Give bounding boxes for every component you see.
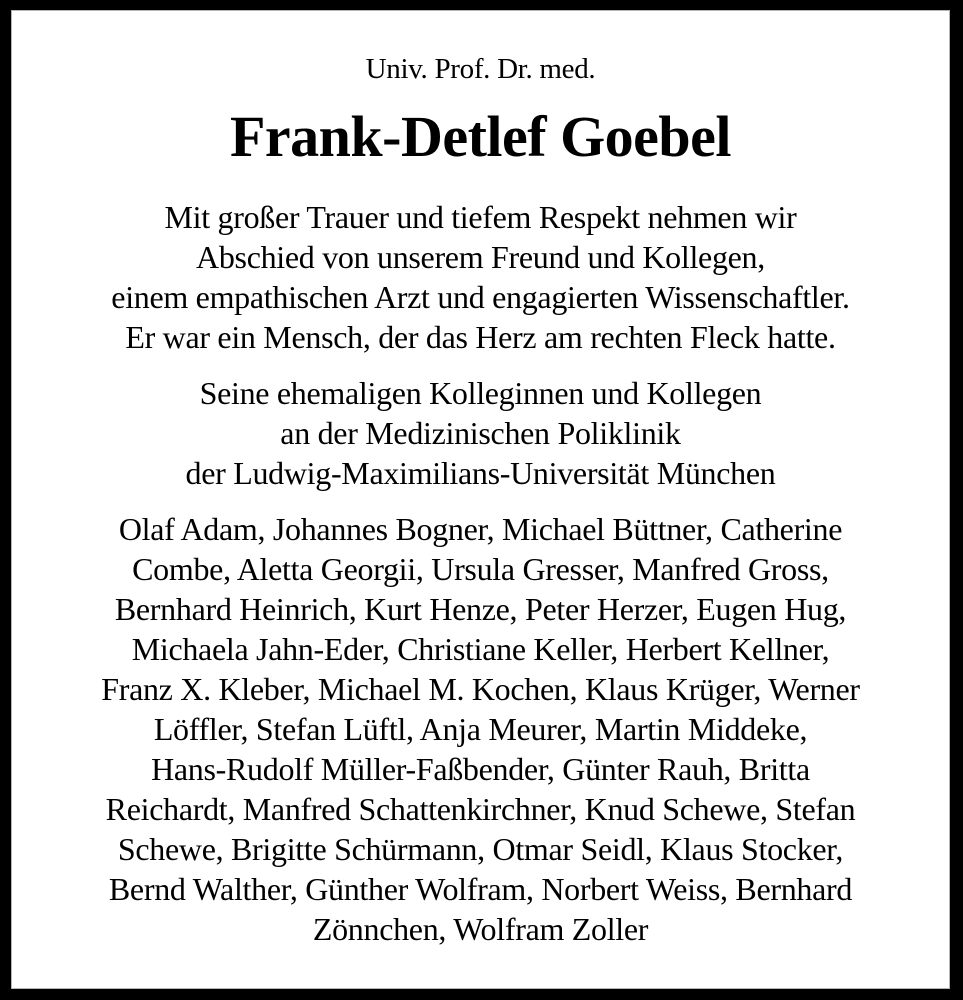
mourners-line: an der Medizinischen Poliklinik: [280, 415, 681, 451]
names-line: Löffler, Stefan Lüftl, Anja Meurer, Martin Middeke,: [153, 711, 808, 747]
mourners-line: Seine ehemaligen Kolleginnen und Kollegen: [199, 375, 762, 411]
names-line: Zönnchen, Wolfram Zoller: [312, 911, 649, 947]
names-line: Bernhard Heinrich, Kurt Henze, Peter Herzer, Eugen Hug,: [114, 591, 847, 627]
deceased-name: Frank-Detlef Goebel: [229, 104, 732, 169]
mourners-paragraph: [12, 373, 949, 493]
names-line: Bernd Walther, Günther Wolfram, Norbert Weiss, Bernhard: [108, 871, 853, 907]
tribute-line: einem empathischen Arzt und engagierten Wissenschaftler.: [111, 279, 850, 315]
names-line: Schewe, Brigitte Schürmann, Otmar Seidl, Klaus Stocker,: [117, 831, 844, 867]
obituary-notice: [12, 11, 949, 988]
tribute-line: Abschied von unserem Freund und Kollegen,: [196, 239, 765, 275]
names-list: [12, 509, 949, 949]
names-line: Reichardt, Manfred Schattenkirchner, Knud Schewe, Stefan: [105, 791, 856, 827]
academic-pre-title: Univ. Prof. Dr. med.: [365, 53, 596, 85]
mourners-line: der Ludwig-Maximilians-Universität München: [185, 455, 776, 491]
names-line: Combe, Aletta Georgii, Ursula Gresser, Manfred Gross,: [132, 551, 829, 587]
names-line: Hans-Rudolf Müller-Faßbender, Günter Rauh, Britta: [151, 751, 810, 787]
tribute-line: Er war ein Mensch, der das Herz am rechten Fleck hatte.: [125, 319, 836, 355]
tribute-line: Mit großer Trauer und tiefem Respekt nehmen wir: [164, 199, 797, 235]
names-line: Franz X. Kleber, Michael M. Kochen, Klaus Krüger, Werner: [101, 671, 860, 707]
tribute-paragraph: [12, 197, 949, 357]
names-line: Olaf Adam, Johannes Bogner, Michael Büttner, Catherine: [118, 511, 843, 547]
names-line: Michaela Jahn-Eder, Christiane Keller, Herbert Kellner,: [131, 631, 830, 667]
